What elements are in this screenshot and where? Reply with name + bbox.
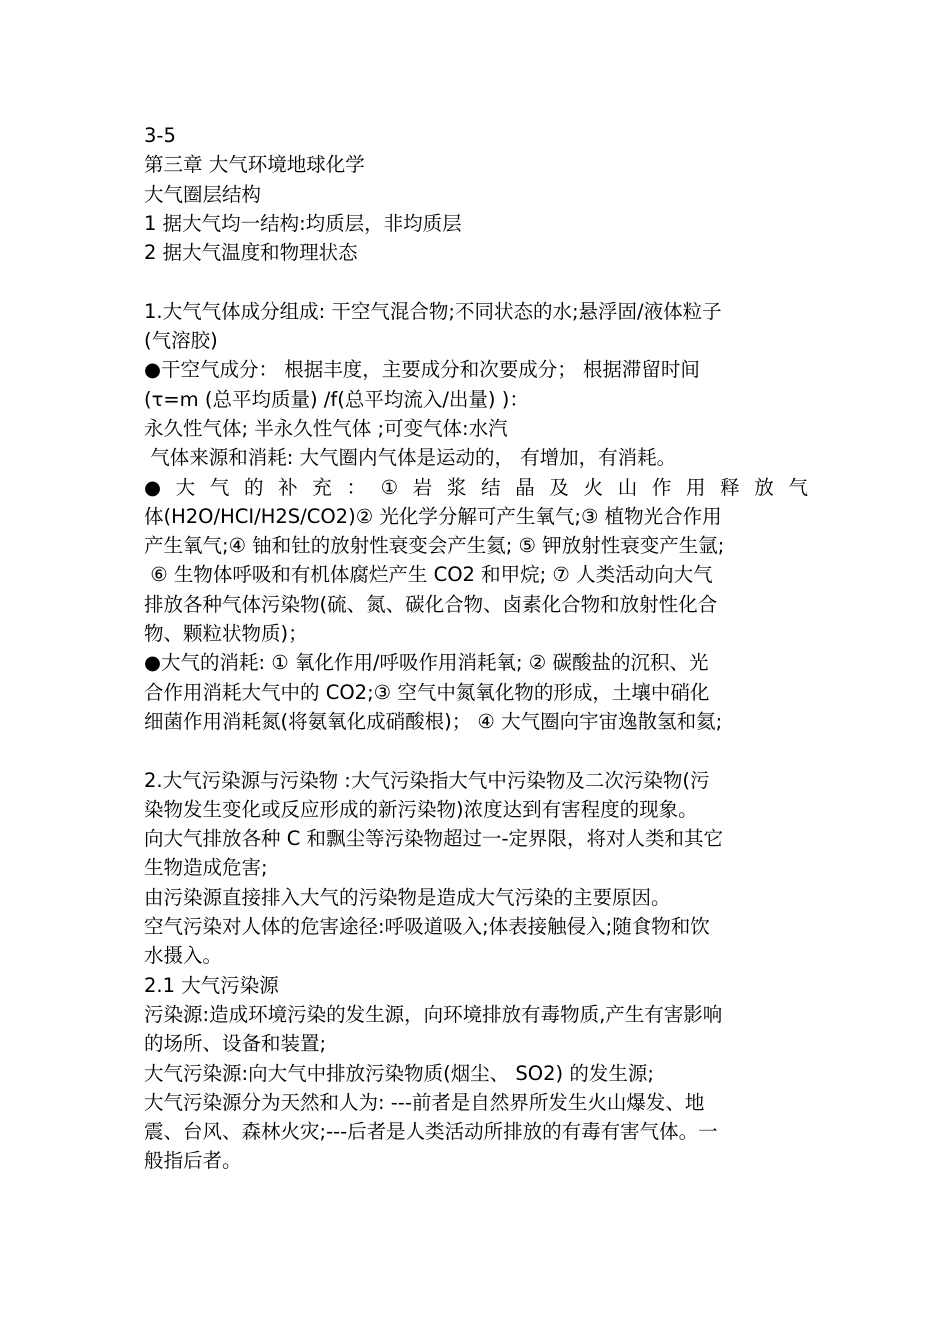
pollution-definition-line: 向大气排放各种 C 和飘尘等污染物超过一-定界限，将对人类和其它 xyxy=(144,827,724,851)
pollution-source-line: 污染源:造成环境污染的发生源，向环境排放有毒物质,产生有害影响 xyxy=(144,1002,723,1026)
chapter-title: 第三章 大气环境地球化学 xyxy=(144,153,365,177)
page-number: 3-5 xyxy=(144,124,176,147)
structure-line: 1 据大气均一结构:均质层，非均质层 xyxy=(144,211,462,235)
pollution-definition-line: 生物造成危害; xyxy=(144,856,268,880)
consumption-line: 细菌作用消耗氮(将氨氧化成硝酸根)； ④ 大气圈向宇宙逸散氢和氦; xyxy=(144,709,723,733)
structure-line: 2 据大气温度和物理状态 xyxy=(144,241,358,265)
pollution-source-line: 震、台风、森林火灾;---后者是人类活动所排放的有毒有害气体。一 xyxy=(144,1120,718,1144)
pollution-definition-line: 水摄入。 xyxy=(144,944,223,968)
dry-air-line: ●干空气成分： 根据丰度，主要成分和次要成分； 根据滞留时间 xyxy=(144,358,700,382)
pollution-definition-line: 2.大气污染源与污染物 :大气污染指大气中污染物及二次污染物(污 xyxy=(144,768,710,792)
supply-line: 排放各种气体污染物(硫、氮、碳化合物、卤素化合物和放射性化合 xyxy=(144,592,718,616)
paragraph-gap xyxy=(144,267,808,296)
composition-heading-line: 1.大气气体成分组成: 干空气混合物;不同状态的水;悬浮固/液体粒子 xyxy=(144,299,722,323)
pollution-definition-line: 由污染源直接排入大气的污染物是造成大气污染的主要原因。 xyxy=(144,885,671,909)
consumption-line: 合作用消耗大气中的 CO2;③ 空气中氮氧化物的形成，土壤中硝化 xyxy=(144,680,710,704)
pollution-source-line: 的场所、设备和装置; xyxy=(144,1032,327,1056)
section-title: 大气圈层结构 xyxy=(144,182,262,206)
supply-first-line: ● 大 气 的 补 充 ： ① 岩 浆 结 晶 及 火 山 作 用 释 放 气 xyxy=(144,475,808,499)
consumption-line: ●大气的消耗: ① 氧化作用/呼吸作用消耗氧; ② 碳酸盐的沉积、光 xyxy=(144,651,709,675)
paragraph-gap xyxy=(144,736,808,765)
source-sink-line: 气体来源和消耗: 大气圈内气体是运动的， 有增加，有消耗。 xyxy=(144,446,677,470)
supply-line: 产生氧气;④ 铀和钍的放射性衰变会产生氦; ⑤ 钾放射性衰变产生氩; xyxy=(144,534,725,558)
supply-line: 物、颗粒状物质)； xyxy=(144,622,308,646)
pollution-source-line: 大气污染源:向大气中排放污染物质(烟尘、 SO2) 的发生源; xyxy=(144,1061,654,1085)
pollution-definition-line: 染物发生变化或反应形成的新污染物)浓度达到有害程度的现象。 xyxy=(144,797,698,821)
supply-line: ⑥ 生物体呼吸和有机体腐烂产生 CO2 和甲烷; ⑦ 人类活动向大气 xyxy=(144,563,713,587)
composition-heading-line: (气溶胶) xyxy=(144,329,218,353)
document-page xyxy=(144,121,808,1176)
pollution-definition-line: 空气污染对人体的危害途径:呼吸道吸入;体表接触侵入;随食物和饮 xyxy=(144,915,710,939)
dry-air-line: 永久性气体; 半永久性气体 ;可变气体:水汽 xyxy=(144,416,508,440)
dry-air-line: (τ=m (总平均质量) /f(总平均流入/出量) )： xyxy=(144,387,529,411)
subsection-title: 2.1 大气污染源 xyxy=(144,973,279,997)
pollution-source-line: 大气污染源分为天然和人为: ---前者是自然界所发生火山爆发、地 xyxy=(144,1090,705,1114)
supply-line: 体(H2O/HCI/H2S/CO2)② 光化学分解可产生氧气;③ 植物光合作用 xyxy=(144,504,722,528)
pollution-source-line: 般指后者。 xyxy=(144,1149,242,1173)
